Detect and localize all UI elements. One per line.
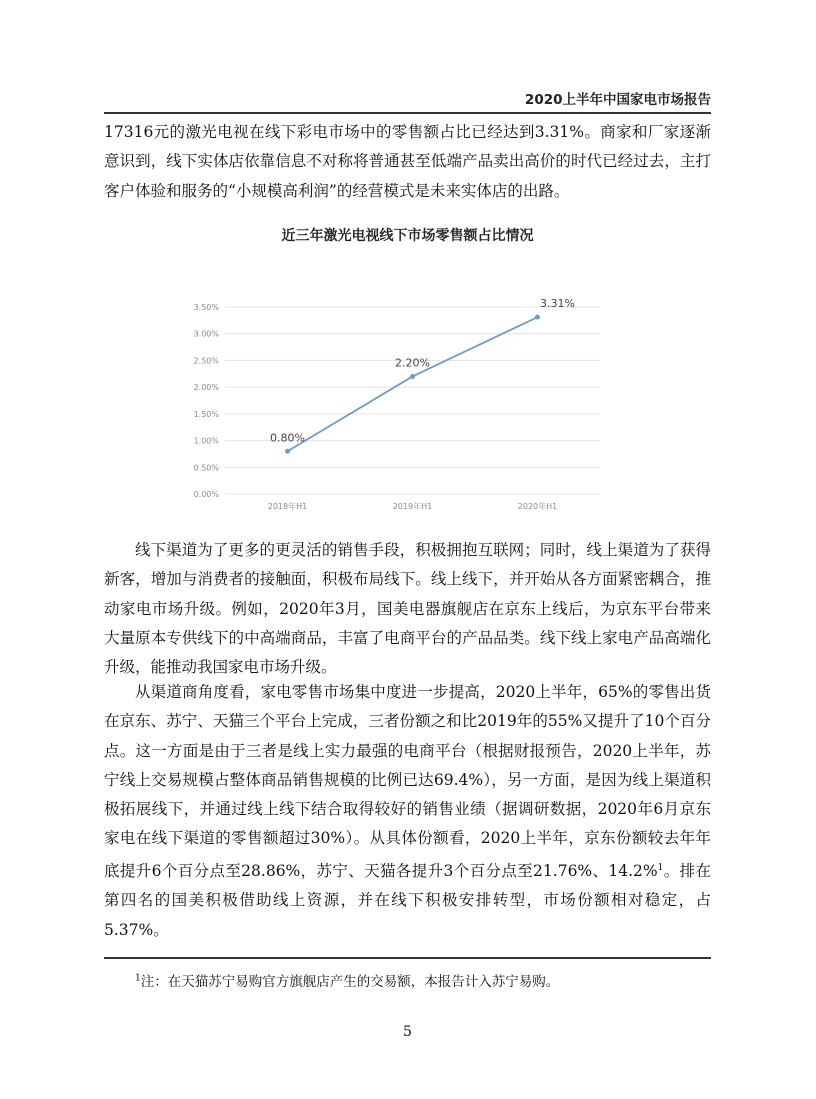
data-label: 2.20% — [395, 356, 430, 370]
paragraph-retailers-body: 从渠道商角度看，家电零售市场集中度进一步提高，2020上半年，65%的零售出货在京东、苏宁、天猫三个平台上完成，三者份额之和比2019年的55%又提升了10个百分点。这一方面是由于三者是线上实力最强的电商平台（根据财报预告，2020上半年，苏宁线上交易规模占整体商品销售规模的比例已达69.4%），另一方面，是因为线上渠道积极拓展线下，并通过线上线下结合取得较好的销售业绩（据调研数据，2020年6月京东家电在线下渠道的零售额超过30%）。从具体份额看，2020上半年，京东份额较去年年底提升6个百分点至28.86%，苏宁、天猫各提升3个百分点至21.76%、14.2% — [104, 683, 711, 880]
x-tick-label: 2020年H1 — [517, 502, 558, 511]
y-tick-label: 0.50% — [193, 463, 219, 473]
y-tick-label: 0.00% — [193, 490, 219, 499]
x-tick-label: 2018年H1 — [267, 502, 308, 511]
line-chart — [190, 295, 610, 525]
chart-title: 近三年激光电视线下市场零售额占比情况 — [281, 228, 534, 244]
x-tick-label: 2019年H1 — [392, 502, 433, 511]
paragraph-retailers — [104, 678, 711, 945]
series-line — [288, 317, 538, 451]
footnote-rule — [104, 957, 711, 959]
report-header-title: 2020上半年中国家电市场报告 — [524, 92, 711, 108]
y-tick-label: 1.50% — [193, 409, 219, 419]
footnote-text: 注：在天猫苏宁易购官方旗舰店产生的交易额，本报告计入苏宁易购。 — [140, 974, 560, 990]
paragraph-channels: 线下渠道为了更多的更灵活的销售手段，积极拥抱互联网；同时，线上渠道为了获得新客，增加与消费者的接触面，积极布局线下。线上线下，并开始从各方面紧密耦合，推动家电市场升级。例如，2020年3月，国美电器旗舰店在京东上线后，为京东平台带来大量原本专供线下的中高端商品，丰富了电商平台的产品品类。线下线上家电产品高端化升级，能推动我国家电市场升级。 — [104, 541, 711, 677]
y-tick-label: 3.50% — [193, 303, 219, 312]
y-tick-label: 3.00% — [193, 329, 219, 339]
footnote-mark: 1 — [135, 973, 141, 984]
paragraph-intro: 17316元的激光电视在线下彩电市场中的零售额占比已经达到3.31%。商家和厂家逐渐意识到，线下实体店依靠信息不对称将普通甚至低端产品卖出高价的时代已经过去，主打客户体验和服务的“小规模高利润”的经营模式是未来实体店的出路。 — [104, 123, 711, 200]
y-tick-label: 1.00% — [193, 436, 219, 446]
page-number: 5 — [403, 1024, 412, 1040]
footnote — [135, 970, 715, 990]
data-label: 3.31% — [540, 297, 575, 311]
footnote-ref[interactable]: 1 — [657, 862, 664, 873]
y-tick-label: 2.50% — [193, 356, 219, 366]
data-label: 0.80% — [270, 431, 305, 445]
y-tick-label: 2.00% — [193, 383, 219, 393]
data-point — [535, 315, 540, 320]
data-point — [285, 449, 290, 454]
data-point — [410, 374, 415, 379]
header-rule — [104, 112, 711, 114]
paragraph-retailers-tail: 。排在第四名的国美积极借助线上资源，并在线下积极安排转型，市场份额相对稳定，占5.37%。 — [104, 861, 711, 939]
